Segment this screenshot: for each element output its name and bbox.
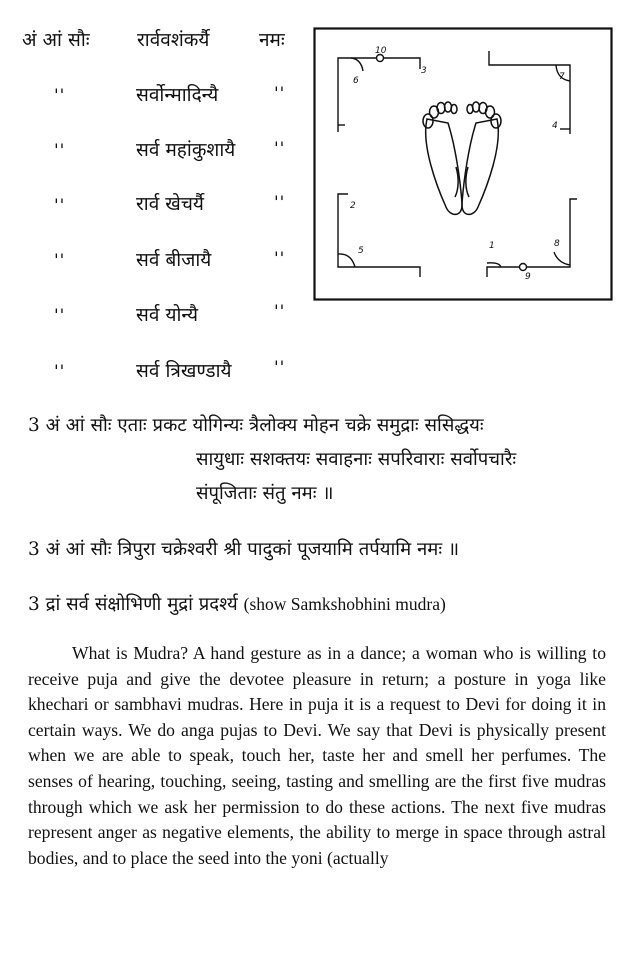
ditto-mark: ''	[274, 84, 286, 104]
ditto-mark: ''	[274, 249, 286, 269]
label-1: 1	[489, 241, 495, 251]
label-4: 4	[552, 121, 558, 131]
invocation-line-2: सायुधाः सशक्तयः सवाहनाः सपरिवाराः सर्वोपचारैः	[196, 449, 517, 470]
mantra-name-3: सर्व महांकुशायै	[136, 139, 236, 161]
mudra-line	[28, 592, 446, 617]
mudra-sanskrit: 3 द्रां सर्व संक्षोभिणी मुद्रां प्रदर्श्य	[28, 594, 238, 615]
mudra-english: (show Samkshobhini mudra)	[243, 594, 446, 614]
mantra-name-1: रार्ववशंकर्यै	[137, 29, 210, 51]
ditto-mark: ''	[54, 196, 66, 216]
ditto-mark: ''	[274, 139, 286, 159]
ditto-mark: ''	[274, 193, 286, 213]
invocation-line-1: 3 अं आं सौः एताः प्रकट योगिन्यः त्रैलोक्य मोहन चक्रे समुद्राः ससिद्धयः	[28, 415, 484, 436]
mantra-suffix: नमः	[259, 29, 285, 51]
label-3: 3	[421, 66, 427, 76]
label-5: 5	[358, 246, 364, 256]
label-6: 6	[353, 76, 359, 86]
yantra-diagram	[313, 27, 613, 301]
mudra-explanation	[28, 641, 606, 871]
label-9: 9	[525, 272, 531, 282]
feet-icon	[423, 102, 501, 214]
label-7: 7	[559, 72, 565, 82]
ditto-mark: ''	[54, 251, 66, 271]
label-2: 2	[350, 201, 356, 211]
ditto-mark: ''	[54, 362, 66, 382]
label-10: 10	[375, 46, 387, 56]
ditto-mark: ''	[274, 358, 286, 378]
prose-paragraph: What is Mudra? A hand gesture as in a dance; a woman who is willing to receive puja and give the devotee pleasure in return; a posture in yoga like khechari or sambhavi mudras. Here in puja it is a request to Devi for doing it in certain ways. We do anga pujas to Devi. We say that Devi is physically present when we are able to speak, touch her, taste her and smell her perfumes. The senses of hearing, touching, seeing, tasting and smelling are the first five mudras through which we ask her permission to do these actions. The next five mudras represent anger as negative elements, the ability to merge in space through astral bodies, and to place the seed into the yoni (actually	[28, 643, 606, 868]
ditto-mark: ''	[54, 141, 66, 161]
mantra-name-2: सर्वोन्मादिन्यै	[136, 84, 219, 106]
ditto-mark: ''	[54, 306, 66, 326]
ditto-mark: ''	[274, 302, 286, 322]
label-8: 8	[554, 239, 560, 249]
ditto-mark: ''	[54, 86, 66, 106]
invocation-line-3: संपूजिताः संतु नमः ॥	[196, 483, 334, 504]
mantra-prefix: अं आं सौः	[22, 29, 90, 51]
mantra-name-6: सर्व योन्यै	[136, 304, 199, 326]
mantra-name-4: रार्व खेचर्यै	[136, 193, 204, 215]
padukam-line: 3 अं आं सौः त्रिपुरा चक्रेश्वरी श्री पादुकां पूजयामि तर्पयामि नमः ॥	[28, 539, 460, 560]
mantra-name-5: सर्व बीजायै	[136, 249, 212, 271]
mantra-name-7: सर्व त्रिखण्डायै	[136, 360, 232, 382]
